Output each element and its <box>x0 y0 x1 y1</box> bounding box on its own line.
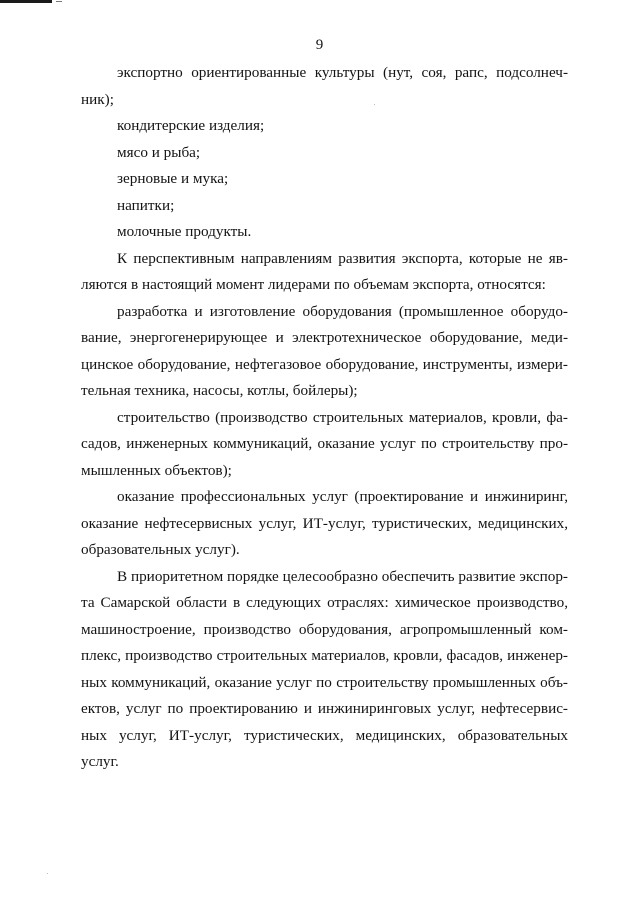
text-line: строительство (производство строительных материалов, кровли, фа- <box>117 408 568 426</box>
text-line: разработка и изготовление оборудования (промышленное оборудо- <box>117 302 568 320</box>
text-line: экспортно ориентированные культуры (нут, соя, рапс, подсолнеч- <box>117 64 568 81</box>
scan-corner-mark <box>0 0 52 3</box>
text-line: садов, инженерных коммуникаций, оказание услуг по строительству про- <box>81 435 568 452</box>
text-line: цинское оборудование, нефтегазовое оборудование, инструменты, измери- <box>81 355 568 373</box>
scan-corner-mark-tail <box>56 1 62 2</box>
text-line: та Самарской области в следующих отраслях: химическое производство, <box>81 594 568 611</box>
text-line: ник); <box>81 90 114 108</box>
text-line: мышленных объектов); <box>81 461 232 479</box>
text-line: ектов, услуг по проектированию и инжиниринговых услуг, нефтесервис- <box>81 700 568 717</box>
text-line: ляются в настоящий момент лидерами по объемам экспорта, относятся: <box>81 276 546 293</box>
text-line: плекс, производство строительных материалов, кровли, фасадов, инженер- <box>81 647 568 664</box>
text-line: тельная техника, насосы, котлы, бойлеры); <box>81 382 358 399</box>
page-number: 9 <box>315 37 324 53</box>
list-item-line: молочные продукты. <box>117 223 252 240</box>
text-line: оказание профессиональных услуг (проектирование и инжиниринг, <box>117 488 568 505</box>
list-item-line: кондитерские изделия; <box>117 117 265 134</box>
text-line: ных коммуникаций, оказание услуг по строительству промышленных объ- <box>81 673 568 691</box>
text-line: В приоритетном порядке целесообразно обеспечить развитие экспор- <box>117 567 568 585</box>
text-line: оказание нефтесервисных услуг, ИТ-услуг, туристических, медицинских, <box>81 514 568 532</box>
text-line: услуг. <box>81 753 119 770</box>
list-item-line: зерновые и мука; <box>117 170 229 187</box>
text-line: ных услуг, ИТ-услуг, туристических, медицинских, образовательных <box>81 726 568 744</box>
body-text <box>81 60 568 776</box>
text-line: К перспективным направлениям развития экспорта, которые не яв- <box>117 249 568 267</box>
scan-speck <box>374 104 375 105</box>
text-line: образовательных услуг). <box>81 541 240 558</box>
list-item-line: напитки; <box>117 196 175 214</box>
text-line: машиностроение, производство оборудования, агропромышленный ком- <box>81 620 568 638</box>
text-line: вание, энергогенерирующее и электротехническое оборудование, меди- <box>81 329 568 346</box>
scan-speck <box>47 873 48 874</box>
list-item-line: мясо и рыба; <box>117 143 201 161</box>
